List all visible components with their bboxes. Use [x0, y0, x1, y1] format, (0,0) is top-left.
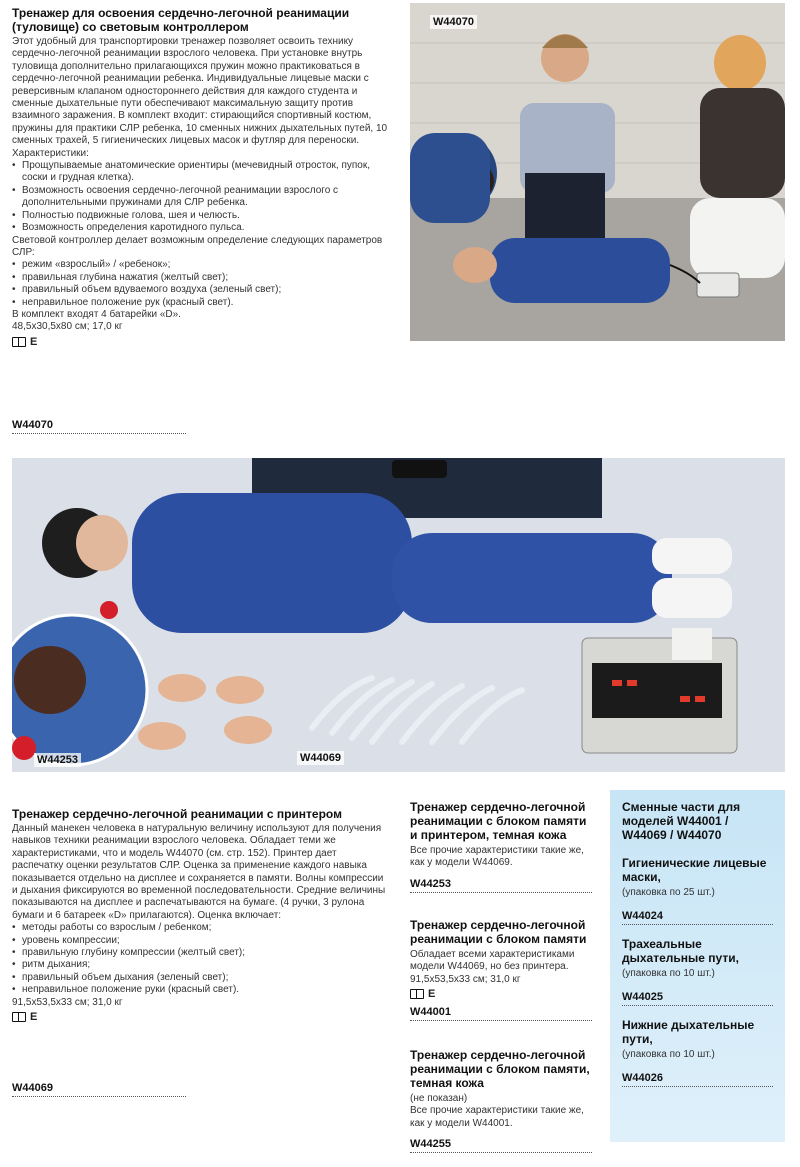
photo-label-right: W44069	[297, 751, 344, 765]
product-code: W44253	[410, 878, 592, 893]
product-w44070	[12, 6, 390, 348]
product-w44069	[12, 807, 390, 1023]
product-description: Все прочие характеристики такие же, как у модели W44069.	[410, 845, 584, 869]
dimensions: 91,5x53,5x33 см; 31,0 кг	[12, 996, 123, 1008]
dimensions: 48,5x30,5x80 см; 17,0 кг	[12, 321, 123, 333]
photo-illustration	[12, 458, 785, 772]
feature-item: • Возможность освоения сердечно-легочной реанимации взрослого с дополнительными пружинами для СЛР ребенка.	[12, 185, 390, 210]
evaluation-item: • правильную глубину компрессии (желтый свет);	[12, 947, 390, 959]
panel-heading: Сменные части для моделей W44001 / W44069 / W44070	[622, 800, 741, 842]
product-description: Все прочие характеристики такие же, как у модели W44001.	[410, 1105, 584, 1129]
product-description: Обладает всеми характеристиками модели W44069, но без принтера.	[410, 949, 575, 973]
product-code: W44255	[410, 1138, 592, 1153]
book-icon	[12, 337, 26, 347]
product-title: Тренажер сердечно-легочной реанимации с блоком памяти и принтером, темная кожа	[410, 800, 587, 842]
item-code: W44026	[622, 1072, 773, 1087]
replacement-item	[622, 856, 773, 925]
product-code: W44001	[410, 1006, 592, 1021]
not-shown-note: (не показан)	[410, 1093, 468, 1104]
replacement-item	[622, 937, 773, 1006]
evaluation-item: • правильный объем дыхания (зеленый свет);	[12, 972, 390, 984]
evaluation-item: • ритм дыхания;	[12, 959, 390, 971]
photo-manikin-full	[12, 458, 785, 772]
replacement-parts-panel	[610, 790, 785, 1142]
evaluation-item: • уровень компрессии;	[12, 935, 390, 947]
item-title: Нижние дыхательные пути,	[622, 1018, 755, 1046]
manual-language-code: E	[30, 335, 38, 348]
controller-intro: Световой контроллер делает возможным определение следующих параметров СЛР:	[12, 234, 383, 258]
params-list	[12, 259, 390, 309]
dimensions: 91,5x53,5x33 см; 31,0 кг	[410, 973, 521, 985]
item-code: W44024	[622, 910, 773, 925]
item-title: Гигиенические лицевые маски,	[622, 856, 767, 884]
photo-cpr-training	[410, 3, 785, 341]
product-w44255	[410, 1048, 592, 1153]
item-pack-note: (упаковка по 10 шт.)	[622, 1049, 715, 1060]
feature-item: • Прощупываемые анатомические ориентиры (мечевидный отросток, пупок, соски и грудная клетка).	[12, 160, 390, 185]
evaluation-item: • неправильное положение руки (красный свет).	[12, 984, 390, 996]
param-item: • правильный объем вдуваемого воздуха (зеленый свет);	[12, 284, 390, 296]
product-w44001	[410, 918, 592, 1021]
product-title: Тренажер сердечно-легочной реанимации с принтером	[12, 807, 342, 821]
item-code: W44025	[622, 991, 773, 1006]
evaluation-list	[12, 922, 390, 996]
manual-language	[12, 1011, 390, 1023]
batteries-note: В комплект входят 4 батарейки «D».	[12, 308, 181, 320]
product-description: Этот удобный для транспортировки тренажер позволяет освоить технику сердечно-легочной реанимации взрослого человека. При установке внутрь туловища дополнительно прилагающихся пружин можно практиковаться в сердечно-легочной реанимации ребенка. Индивидуальные лицевые маски с реверсивным клапаном одностороннего действия для каждого студента и сменные дыхательные пути обеспечивают максимальную защиту против взаимного заражения. В комплект входит: стирающийся спортивный костюм, пружины для практики СЛР ребенка, 10 сменных нижних дыхательных путей, 10 сменных трахей, 5 гигиенических лицевых масок и футляр для переноски.	[12, 36, 388, 147]
photo-label-left: W44253	[34, 753, 81, 767]
photo-illustration	[410, 3, 785, 341]
param-item: • режим «взрослый» / «ребенок»;	[12, 259, 390, 271]
features-heading: Характеристики:	[12, 147, 89, 159]
photo-label: W44070	[430, 15, 477, 29]
product-code: W44070	[12, 419, 186, 434]
product-description: Данный манекен человека в натуральную величину используют для получения навыков техники реанимации взрослого человека. Обладает теми же характеристиками, что и модель W44070 (см. стр. 152). Принтер дает распечатку оценки результатов СЛР. Оценка за применение каждого навыка показывается отдельно на дисплее и сохраняется в памяти. Волны компрессии и дыхания фиксируются во временной последовательности. Средние величины показываются на дисплее и распечатываются на бумаге. (4 ручки, 3 рулона бумаги и 6 батареек «D» прилагаются). Оценка включает:	[12, 823, 386, 921]
manual-language	[12, 336, 390, 348]
param-item: • неправильное положение рук (красный свет).	[12, 297, 390, 309]
manual-language-code: E	[30, 1011, 38, 1024]
product-title: Тренажер для освоения сердечно-легочной реанимации (туловище) со световым контроллером	[12, 6, 350, 34]
book-icon	[410, 989, 424, 999]
manual-language-code: E	[428, 988, 436, 1001]
feature-item: • Возможность определения каротидного пульса.	[12, 222, 390, 234]
features-list	[12, 160, 390, 234]
manual-language	[410, 988, 592, 1000]
product-title: Тренажер сердечно-легочной реанимации с блоком памяти	[410, 918, 587, 946]
replacement-item	[622, 1018, 773, 1087]
book-icon	[12, 1012, 26, 1022]
product-title: Тренажер сердечно-легочной реанимации с блоком памяти, темная кожа	[410, 1048, 590, 1090]
item-title: Трахеальные дыхательные пути,	[622, 937, 739, 965]
product-w44253	[410, 800, 592, 893]
feature-item: • Полностью подвижные голова, шея и челюсть.	[12, 210, 390, 222]
item-pack-note: (упаковка по 10 шт.)	[622, 968, 715, 979]
product-code: W44069	[12, 1082, 186, 1097]
item-pack-note: (упаковка по 25 шт.)	[622, 887, 715, 898]
param-item: • правильная глубина нажатия (желтый свет);	[12, 272, 390, 284]
evaluation-item: • методы работы со взрослым / ребенком;	[12, 922, 390, 934]
